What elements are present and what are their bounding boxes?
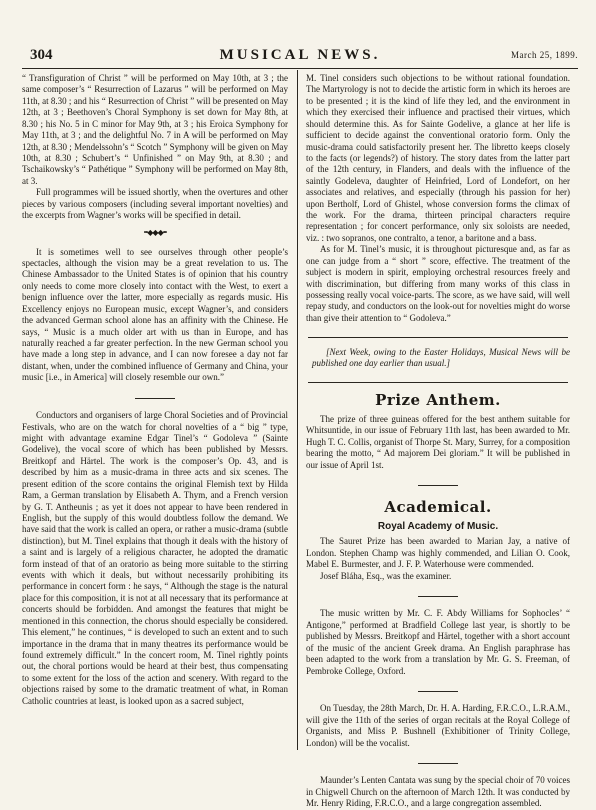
symphony-schedule-paragraph: “ Transfiguration of Christ ” will be performed on May 10th, at 3 ; the same composer’s “ Resurrection of Lazarus ” will be performed on May 11th, at 8.30 ; and his “ Resurrection of Christ ” will be presented on May 12th, at 3 ; Beethoven’s Choral Symphony is set down for May 8th, at 8.30 ; his No. 5 in C minor for May 9th, at 3 ; his Eroica Symphony for May 11th, at 3 ; and the delightful No. 7 in A will be performed on May 12th, at 8.30 ; Mendelssohn’s “ Scotch ” Symphony will be given on May 10th, at 8.30 ; Schubert’s “ Unfinished ” on May 9th, at 8.30 ; and Tschaikowsky’s “ Pathétique ” Symphony will be performed on May 8th, at 3.: [22, 73, 288, 186]
section-divider-4: [306, 684, 570, 695]
page-header: [22, 47, 578, 67]
prize-anthem-heading: Prize Anthem.: [375, 390, 501, 409]
royal-academy-heading: Royal Academy of Music.: [377, 520, 499, 532]
academical-heading: Academical.: [384, 497, 492, 516]
page-number: 304: [30, 47, 53, 63]
column-left: [22, 73, 288, 707]
godoleva-paragraph: Conductors and organisers of large Choral Societies and of Provincial Festivals, who are on the watch for choral novelties of a “ big ” type, might with advantage examine Edgar Tinel’s “ Godoleva ” (Sainte Godelive), the vocal score of which has been published by Messrs. Breitkopf and Härtel. The work is the composer’s Op. 43, and is described by him as a music-drama in three acts and six scenes. The present edition of the score contains the original Flemish text by Hilda Ram, a German translation by Elisabeth A. Thym, and a French version by G. T. Antheunis ; as yet it does not appear to have been rendered in English, but the supply of this would doubtless follow the demand. We have said that the work is called an opera, or rather a music-drama (subtle distinction), but M. Tinel explains that though it deals with the history of a saint and is largely of a religious character, he adopted the dramatic form instead of that of an oratorio as being more suitable to the stirring events with which it deals, but without necessarily prohibiting its performance in concert form : he says, “ Although the stage is the natural place for this composition, it is not at all necessary that its performance at concerts should be forbidden. And amongst the features that might be mentioned in this connection, the chorus should especially be considered. This element,” he continues, “ is developed to such an extent and to such importance in the drama that in many theatres its performance would be found extremely difficult.” In the concert room, M. Tinel rightly points out, the choral portions would be heard at their best, thus compensating to some extent for the loss of the action and scenery. With regard to the objections raised by some to the dramatic treatment of what, in Roman Catholic countries at least, is looked upon as a sacred subject,: [22, 410, 288, 706]
antigone-paragraph: The music written by Mr. C. F. Abdy Williams for Sophocles’ “ Antigone,” performed at Bradfield College last year, is shortly to be published by Messrs. Breitkopf and Härtel, together with a short account of the music of the ancient Greek drama. An English paraphrase has been adapted to the work from a translation by Mr. G. S. Freeman, of Pembroke College, Oxford.: [306, 608, 570, 676]
notice-rule-bottom: [306, 375, 570, 386]
masthead: MUSICAL NEWS.: [219, 47, 381, 63]
notice-rule: [306, 330, 570, 341]
tinel-music-paragraph: As for M. Tinel’s music, it is throughout picturesque and, as far as one can judge from a “ short ” score, effective. The treatment of the subject is modern in spirit, employing orchestral resources freely and with discrimination, but differing from many works of this class in possessing really vocal voice-parts. The score, as we have said, will well repay study, and conductors on the look-out for novelties might do worse than give their attention to “ Godoleva.”: [306, 244, 570, 323]
harding-recital-paragraph: On Tuesday, the 28th March, Dr. H. A. Harding, F.R.C.O., L.R.A.M., will give the 11th of the series of organ recitals at the Royal College of Organists, and Miss P. Bushnell (Exhibitioner of Trinity College, London) will be the vocalist.: [306, 703, 570, 748]
maunder-cantata-paragraph: Maunder’s Lenten Cantata was sung by the special choir of 70 voices in Chigwell Church on the afternoon of March 12th. It was conducted by Mr. Henry Riding, F.R.C.O., and a large congregation assembled.: [306, 775, 571, 809]
column-divider: [297, 70, 298, 750]
examiner-paragraph: Josef Bláha, Esq., was the examiner.: [320, 570, 452, 581]
header-rule: [22, 68, 578, 69]
section-ornament: ••◆◆◆••: [143, 228, 167, 238]
chinese-ambassador-paragraph: It is sometimes well to see ourselves through other people’s spectacles, although the vision may be a great revelation to us. The Chinese Ambassador to the United States is of opinion that his country only needs to come more closely into contact with the West, to exert a benign influence over the latter, more especially as regards music. His Excellency enjoys no European music, except Wagner’s, and considers the advanced German school alone has an affinity with the Chinese. He says, “ Music is a much older art with us than in Europe, and has naturally reached a far greater perfection. In the new German school you have made a long step in advance, and I can now foresee a day not far distant, when, under the combined influence of Germany and China, your music [i.e., in America] will closely resemble our own.”: [22, 246, 288, 383]
section-divider-5: [306, 756, 570, 767]
issue-date: March 25, 1899.: [511, 50, 578, 60]
section-divider-3: [306, 589, 570, 600]
tinel-objections-paragraph: M. Tinel considers such objections to be without rational foundation. The Martyrology is not to decide the artistic form in which its heroes are to be presented ; it is the kind of life they led, and the environment in which they exercised their influence and practised their virtues, which should determine this. As for Sainte Godelive, a glance at her life is sufficient to decide against the conventional oratorio form. Only the music-drama could satisfactorily present her. The libretto keeps closely to the facts (or legends?) of history. The story dates from the latter part of the 12th century, in Flanders, and deals with the influence of the saintly Godeleva, daughter of Heinfried, Lord of Londefort, on her associates and relatives, and especially (through his passion for her) upon Bertholf, Lord of Ghistel, whose conversion forms the climax of the work. For the drama, thirteen principal characters require representation ; for concert performance, only six soloists are needed, viz. : two sopranos, one contralto, a tenor, a baritone and a bass.: [306, 73, 570, 243]
section-divider-2: [306, 478, 570, 489]
prize-anthem-paragraph: The prize of three guineas offered for the best anthem suitable for Whitsuntide, in our issue of February 11th last, has been awarded to Mr. Hugh T. C. Collis, organist of Thorpe St. Mary, Surrey, for a composition bearing the motto, “ Ad majorem Dei gloriam.” It will be published in our issue of April 1st.: [306, 414, 570, 470]
programmes-paragraph: Full programmes will be issued shortly, when the overtures and other pieces by various composers (including several important novelties) and the excerpts from Wagner’s works will be specified in detail.: [22, 187, 288, 221]
sauret-prize-paragraph: The Sauret Prize has been awarded to Marian Jay, a native of London. Stephen Champ was highly commended, and Lilian O. Cook, Mabel E. Burmester, and J. F. P. Waterhouse were commended.: [306, 536, 570, 570]
column-right: [306, 73, 570, 810]
section-divider: [22, 391, 288, 402]
easter-notice: [Next Week, owing to the Easter Holidays, Musical News will be published one day earlier than usual.]: [312, 346, 570, 369]
